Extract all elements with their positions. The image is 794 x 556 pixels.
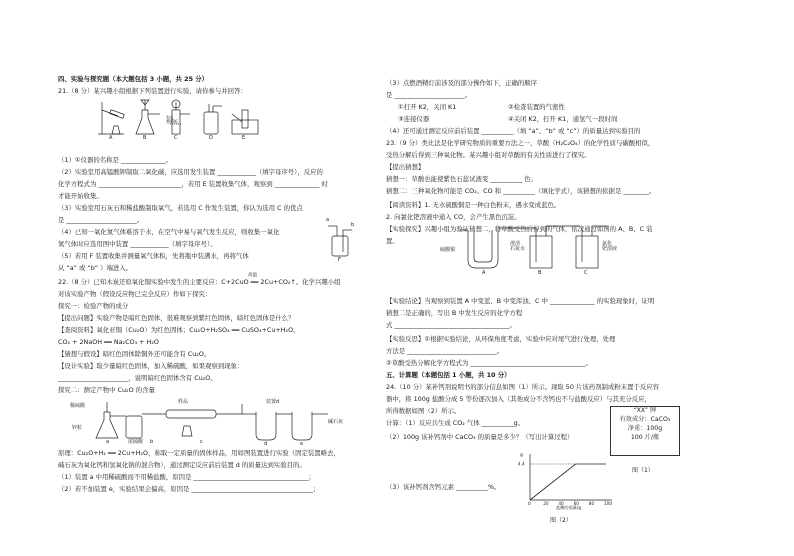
fig1-plate-label: 有孔 塑料板 [166,115,178,124]
fig2-tag-sulfuric: 浓硫酸 [128,439,144,445]
graph-x-tick: 20 [543,501,549,506]
q22-line-4: 【查阅资料】氧化亚铜（Cu₂O）为红色固体；Cu₂O+H₂SO₄ ══ CuSO₄+Cu+H₂O。 [58,326,300,334]
q23-line-6: 【实验探究】兴趣小组为验证猜想二，将草酸受热后得到的气体，依次通过如图的 A、B、C 装 [386,225,653,233]
apparatus-chain-drawing [66,398,366,446]
graph-y-tick: 4.4 [518,461,525,467]
fig1-label-c: C [174,135,178,141]
q23-line-3: 猜想一：草酸也能使紫色石蕊试液变 __________ 色； [386,175,538,183]
q22-line-9: 原理：Cu₂O+H₂ ══ 2Cu+H₂O，称取一定质量的固体样品，用如图装置进行实验（固定装置略去， [58,449,340,457]
q21-line-9: （5）若用 F 装置收集并测量氧气体积，先将瓶中装满水，再将气体 [58,252,249,260]
q22-condition: 高温 [248,273,257,278]
q23-line-8: 【实验结论】当观察到装置 A 中变蓝、B 中变浑浊、C 中 ______________ 的实验现象时，证明 [386,297,655,305]
q23-line-1: 23.（9 分）类比法是化学研究物质的重要方法之一，草酸（H₂C₂O₄）的化学性质与碳酸相似， [386,139,655,147]
fig1-label-d: D [209,135,213,141]
fig2-tag-device-d: 装置d [266,399,280,405]
q22-line-14: 是 ______________________。 [386,91,472,99]
figure-abc-apparatus [440,220,640,276]
product-brand: “XX” 牌 [633,407,657,414]
q22-explore-2: 探究二：测定产物中 Cu₂O 的含量 [58,386,155,394]
q21-line-4: 才能开始收集。 [58,192,103,200]
product-weight: 净重：100g [627,424,663,432]
q22-line-12: （2）若不加装置 e，实验结果会偏高，原因是 ______________________________________； [58,485,320,493]
product-ingredient: 有效成分：CaCO₃ [619,415,671,423]
q22-line-8: ______________________，说明暗红色固体含有 Cu₂O。 [58,374,217,382]
q22-line-2: 对该实验产物（假设反应物已完全反应）作如下探究： [58,290,212,298]
graph-x-label: 盐酸的质量/g [556,505,582,510]
fig2-label-a: a [106,439,110,445]
q23-line-13: ②草酸受热分解化学方程式为 ____________________________________。 [386,359,592,367]
figure-1-caption: 图（1） [632,467,654,474]
q23-line-4: 猜想二：三种氧化物可能是 CO₂、CO 和 __________（填化学式），该猜想的依据是 ________。 [386,187,656,195]
product-label-box [610,406,680,456]
fig2-label-b: b [150,439,154,445]
q21-line-3: 化学方程式为 __________________________，若用 E 装置收集气体，观察到 ______________ 时 [58,180,328,188]
q22-line-7: 【设计实验】取少量暗红色固体，加入稀硫酸，如果观察到现象： [58,362,244,370]
q21-line-2: （2）实验室用高锰酸钾制取二氧化碳，应选用发生装置 ____________（填字母序号），反应的 [58,168,323,176]
q23-line-7: 置。 [386,237,399,245]
q23-reading-head: 【阅读资料】1. 无水硫酸铜是一种白色粉末，遇水变成蓝色。 [386,201,561,209]
q21-line-7: （4）已知一氧化氮气体难溶于水，在空气中易与氧气发生反应，则收集一氧化 [58,228,280,236]
figure-apparatus-a-e [92,98,262,142]
f-port-a: a [326,217,330,223]
fig3-label-a: A [482,270,486,276]
q22-line-15: （4）还可通过测定反应前后装置 __________（填 “a”、“b” 或 “c”）的质量达到实验目的 [386,127,641,135]
q22-line-6: 【猜想与假设】暗红色固体除铜外还可能含有 Cu₂O。 [58,350,211,358]
fig1-label-e: E [242,135,246,141]
q24-line-5: （2）100g 该补钙剂中 CaCO₃ 的质量是多少？（写出计算过程） [386,433,574,441]
q21-line-10: 从 “a” 或 “b” ）端进入。 [58,264,133,272]
q21-line-5: （3）实验室用石灰石和稀盐酸制取氧气，若选用 C 作发生装置，你认为选用 C 的优点 [58,204,303,212]
graph-x-tick: 100 [604,501,612,506]
q23-hypothesis-head: 【提出猜想】 [386,163,425,171]
fig3-label-c: C [584,270,588,276]
fig2-tag-sample: 样品 [178,399,189,405]
f-bottle-drawing [326,224,356,258]
q24-line-2: 器中，将 100g 盐酸分成 5 等份逐次加入（其他成分不含钙也不与盐酸反应）与其充分反应， [386,395,651,403]
fig3-label-b: B [538,270,542,276]
section-5-title: 五、计算题（本题包括 1 小题，共 10 分） [386,371,511,379]
q21-intro: 21.（8 分）某兴趣小组根据下列装置进行实验，请你参与并回答： [58,87,247,95]
q21-line-8: 氮气体时应选用图中装置 ____________（填字母序号）。 [58,240,217,248]
fig2-tag-zinc: 锌粒 [72,425,83,431]
graph-x-tick: 0 [528,501,531,506]
q22-line-5: CO₂ + 2NaOH ══ Na₂CO₃ + H₂O [58,338,159,346]
q22-line-10: 碱石灰为氧化钙和氢氧化钠的混合物），通过测定反应前后装置 d 的质量达到实验目的。 [58,461,306,469]
fig3-tag-pdcl2: 氯化 钯溶液 [602,241,618,252]
q21-line-6: 是 ______________________。 [58,216,144,224]
figure-apparatus-chain [66,398,366,446]
q22-option-3: ③连接仪器 [398,115,430,123]
figure-f-bottle [326,217,356,263]
q22-line-1: 22.（8 分）已知木炭还原氧化铜实验中发生的主要反应：C+2CuO ══ 2Cu+CO₂↑。化学兴趣小组 [58,278,341,286]
f-port-b: b [351,222,355,228]
graph-x-tick: 60 [573,501,579,506]
q24-line-1: 24.（10 分）某补钙剂说明书的部分信息如图（1）所示。现取 50 片该药剂制成粉末置于反应容 [386,383,660,391]
q23-line-2: 受热分解后得到三种氧化物。某兴趣小组对草酸的有关性质进行了探究。 [386,151,591,159]
q24-line-4: 计算：（1）反应共生成 CO₂ 气体 __________g。 [386,419,525,427]
q22-line-13: （3）点燃酒精灯前涉及的部分操作如下，正确的顺序 [386,79,538,87]
q23-line-10: 式 ____________________________________。 [386,321,516,329]
fig2-label-c: c [200,439,203,445]
q22-line-3: 【提出问题】实验产物是暗红色固体，很难观察到紫红色固体，暗红色固体是什么？ [58,314,295,322]
fig2-label-e: e [300,441,304,447]
fig1-label-a: A [109,135,113,141]
q21-line-1: （1）①仪器的名称是 ______________。 [58,156,173,164]
co2-graph-svg [516,450,616,510]
q23-line-9: 猜想二是正确的，写出 B 中发生反应的化学方程 [386,309,523,317]
q22-explore-1: 探究一：检验产物的成分 [58,302,129,310]
graph-x-tick: 80 [588,501,595,506]
fig1-label-b: B [143,135,147,141]
fig3-tag-limewater: 澄清 石灰水 [510,241,526,252]
fig3-tag-cuso4: 硫酸铜 [440,247,456,253]
q22-option-4: ④关闭 K2，打开 K1，通氢气一段时间 [508,115,618,123]
graph-y-label: g [520,453,523,458]
figure-2-graph [516,450,616,510]
graph-x-tick: 40 [558,501,564,506]
q23-line-5: 2. 向氯化钯溶液中通入 CO，会产生黑色沉淀。 [386,213,521,221]
fig2-label-d: d [264,441,268,447]
q22-line-11: （1）装置 a 中用稀硫酸而不用稀盐酸，原因是 ____________________________________； [58,473,315,481]
q24-line-6: （3）该补钙剂含钙元素 __________%。 [386,483,501,491]
graph-series-line [530,464,606,500]
product-count: 100 片/瓶 [630,433,660,441]
q23-line-12: 方法是 ____________________________。 [386,347,504,355]
q23-line-11: 【实验反思】①根据实验结论，从环保角度考虑，实验中应对尾气进行处理，处理 [386,335,616,343]
fig2-tag-sodalime: 碱石灰 [328,419,344,425]
section-4-title: 四、实验与探究题（本大题包括 3 小题，共 25 分） [58,75,209,83]
q22-option-2: ②检查装置的气密性 [508,103,565,111]
q24-line-3: 所得数据如图（2）所示。 [386,407,461,415]
f-label: F [338,257,341,263]
fig2-tag-acid: 稀硫酸 [70,403,86,409]
q22-option-1: ①打开 K2，关闭 K1 [398,103,457,111]
figure-2-caption: 图（2） [550,517,572,524]
